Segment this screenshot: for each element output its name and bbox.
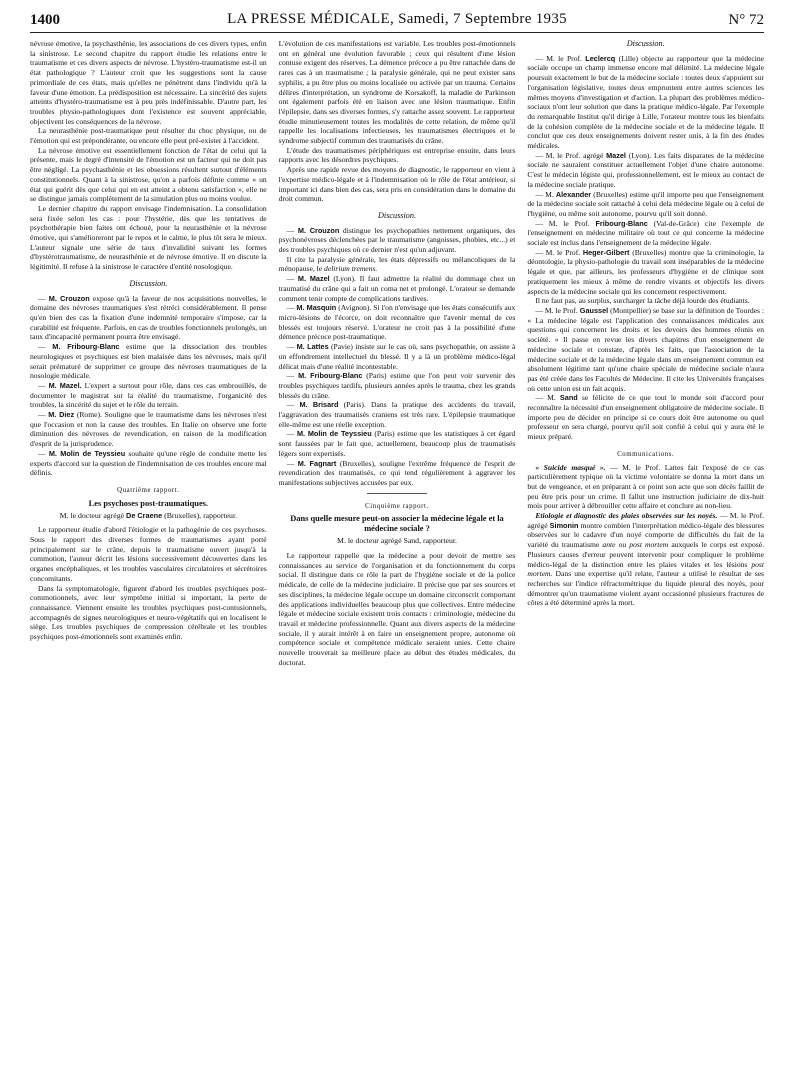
discussion-entry: — M. Masquin (Avignon). Si l'on n'envisage que les états consécutifs aux micro-lésions de l'écorce, on doit reconnaître que l'avenir mental de ces blessés est toujours réservé. L'orateur ne croit pas à la possibilité d'une démence précoce post-traumatique. <box>278 303 516 342</box>
discussion-entry: — M. Fribourg-Blanc estime que la dissociation des troubles neurologiques et psychiques est bien malaisée dans les névroses, mais qu'il serait prématuré de supprimer ce groupe des névroses traumatiques de la nosologie médicale. <box>30 342 267 381</box>
discussion-entry: — M. Molin de Teyssieu (Paris) estime que les statistiques à cet égard sont faussées par le fait que, actuellement, beaucoup plus de traumatisés légers sont expertisés. <box>278 429 516 458</box>
page-number: 1400 <box>30 12 60 28</box>
discussion-heading: Discussion. <box>626 39 665 48</box>
discussion-entry: — M. Mazel. L'expert a surtout pour rôle, dans ces cas embrouillés, de documenter le magistrat sur la réalité du traumatisme, l'organicité des troubles, la sincérité du sujet et le rôle du terrain. <box>30 380 267 410</box>
section-divider <box>367 493 427 494</box>
paragraph: La névrose émotive est essentiellement fonction de l'état de celui qui la présente, mais le degré d'intensité de l'émotion est un facteur qui ne doit pas être négligé. La psychasthénie et les obsessions résultent surtout d'éléments constitutionnels. Quant à la sinistrose, qu'on a parfois définie comme « un état qui guérit dès que celui qui en est atteint a obtenu satisfaction », elle ne se distingue jamais complètement de la simulation plus ou moins voulue. <box>30 145 267 204</box>
discussion-heading: Discussion. <box>378 210 416 220</box>
report-title: Dans quelle mesure peut-on associer la médecine légale et la médecine sociale ? <box>290 514 504 534</box>
paragraph: La neurasthénie post-traumatique peut résulter du choc physique, ou de l'émotion qui est prépondérante, ou encore elle peut pré-exister à l'accident. <box>30 126 267 146</box>
paragraph: Le rapporteur étudie d'abord l'étiologie et la pathogénie de ces psychoses. Sous le rapport des diverses formes de traumatismes ayant porté principalement sur le crâne, depuis le traumatisme ouvert jusqu'à la commotion, l'auteur décrit les lésions successivement découvertes dans les organes encéphaliques, et les troubles vasculaires circulatoires et sécrétoires concomitants. <box>30 525 267 583</box>
page-header <box>30 10 764 33</box>
discussion-entry: — M. Crouzon expose qu'à la faveur de nos acquisitions nouvelles, le domaine des névroses traumatiques s'est rétréci considérablement. Il pense qu'en bien des cas la fixation d'une indemnité temporaire s'impose, car la curabilité est fréquente. Parfois, en cas de troubles fonctionnels prolongés, un taux d'incapacité permanent pourra être envisagé. <box>30 293 267 342</box>
issue-number: N° 72 <box>728 12 764 28</box>
discussion-entry: — M. le Prof. Fribourg-Blanc (Val-de-Grâce) cite l'exemple de l'enseignement en médecine militaire où tout ce qui concerne la médecine sociale est inclus dans l'enseignement de la médecine légale. <box>527 218 764 248</box>
report-kicker: Cinquième rapport. <box>365 502 429 510</box>
paragraph: L'évolution de ces manifestations est variable. Les troubles post-émotionnels ont en général une évolution favorable ; ceux qui résultent d'une lésion contuse exigent des réserves. La démence précoce a pu être rattachée dans de rares cas à un traumatisme ; la paralysie générale, qui ne peut exister sans syphilis, a pu être plus ou moins localisée ou activée par un trauma. Certains délires d'interprétation, un syndrome de Korsakoff, la maladie de Parkinson ont également parfois été en liaison avec une lésion traumatique. Enfin l'épilepsie, dans ses diverses formes, s'y rattache assez souvent. Le rapporteur étudie minutieusement toutes les modalités de cette relation, de même qu'il rappelle les localisations infectieuses, les traumatismes électriques et le syndrome subjectif commun des traumatisés du crâne. <box>278 39 516 146</box>
discussion-entry: — M. Alexander (Bruxelles) estime qu'il importe peu que l'enseignement de la médecine sociale soit rattaché à celui dela médecine légale ou à celui de l'hygiène, ou même soit autonome, pourvu qu'il soit donné. <box>527 189 764 218</box>
column-1 <box>30 39 267 1073</box>
discussion-heading: Discussion. <box>129 278 168 288</box>
column-3 <box>527 39 764 1073</box>
discussion-entry: — M. Fribourg-Blanc (Paris) estime que l'on peut voir survenir des troubles psychiques tardifs, plusieurs années après le trauma, chez les grands blessés du crâne. <box>278 371 516 400</box>
discussion-entry: — M. Crouzon distingue les psychopathies nettement organiques, des psychonévroses déclenchées par le traumatisme (angoisses, phobies, etc...) et des troubles psychiques où ce dernier n'est qu'un adjuvant. <box>278 225 516 255</box>
report-kicker: Quatrième rapport. <box>117 486 180 494</box>
paragraph: Après une rapide revue des moyens de diagnostic, le rapporteur en vient à l'expertise médico-légale et à l'indemnisation où le rôle de l'état antérieur, si important ici dans bien des cas, sera pris en considération dans le domaine du droit commun. <box>278 165 516 204</box>
column-2 <box>279 39 516 1073</box>
communications-heading: Communications. <box>617 450 675 458</box>
discussion-entry: Il ne faut pas, au surplus, surcharger la tâche déjà lourde des étudiants. <box>535 296 750 306</box>
discussion-entry: — M. Sand se félicite de ce que tout le monde soit d'accord pour reconnaître la nécessité d'un enseignement obligatoire de médecine sociale. Il importe peu de décider en principe si ce cours doit être autonome ou quel professeur en sera chargé, pourvu qu'il soit confié à celui qui y aura été le mieux préparé. <box>527 393 764 442</box>
paragraph: Le rapporteur rappelle que la médecine a pour devoir de mettre ses connaissances au service de l'organisation et du fonctionnement du corps social. Il distingue dans ce rôle la part de l'hygiène sociale et de la police médicale, de celle de la médecine judiciaire. Il précise que par ses sources et ses disciplines, la médecine légale occupe un domaine circonscrit comportant des applications individuelles beaucoup plus que collectives. Entre médecine légale et médecine sociale existent trois contacts : criminologie, médecine du travail et médecine professionnelle. Quant aux divers aspects de la médecine sociale, il y aurait intérêt à en faire un enseignement propre, autonome où compétence sociale et compétence médicale seraient unies. Cette chaire nouvelle trouverait sa meilleure place au début des études médicales, du doctorat. <box>278 551 516 667</box>
discussion-entry: — M. Mazel (Lyon). Il faut admettre la réalité du dommage chez un traumatisé du crâne qui a fait un coma net et prolongé. L'orateur se demande comment tenir compte de complications tardives. <box>278 274 516 303</box>
discussion-entry: — M. Fagnart (Bruxelles), souligne l'extrême fréquence de l'esprit de revendication des traumatisés, ce qui tend régulièrement à aggraver les manifestations subjectives accusées par eux. <box>278 458 516 487</box>
discussion-entry: — M. Lattes (Pavie) insiste sur le cas où, sans psychopathie, on assiste à un effondrement intellectuel du blessé. Il y a là un problème médico-légal délicat mais d'une réalité incontestable. <box>278 342 516 371</box>
journal-title: LA PRESSE MÉDICALE, Samedi, 7 Septembre 1935 <box>227 11 567 27</box>
communication-entry: « Suicide masqué ». — M. le Prof. Lattes fait l'exposé de ce cas particulièrement typique où la victime volontaire se donna la mort dans un but de vengeance, et en préparant à ce point son acte que son décès faillit de peu être pris pour un crime. Il fallut une instruction judiciaire de dix-huit mois pour arriver à débrouiller cette affaire et conclure au non-lieu. <box>527 462 764 511</box>
text-columns <box>30 39 764 1073</box>
discussion-entry: — M. Molin de Teyssieu souhaite qu'une règle de conduite mette les experts d'accord sur la question de l'indemnisation de ces troubles encore mal définis. <box>30 448 267 478</box>
report-rapporteur: M. le docteur agrégé Sand, rapporteur. <box>337 536 457 546</box>
discussion-entry: — M. le Prof. Heger-Gilbert (Bruxelles) montre que la criminologie, la déontologie, la physio-pathologie du travail sont inséparables de la médecine légale et que, par ailleurs, les professeurs d'hygiène et de clinique sont pratiquement les mieux à même de rendre vivants et objectifs les divers aspects de la médecine sociale qui les concernent respectivement. <box>527 247 764 296</box>
report-rapporteur: M. le docteur agrégé De Craene (Bruxelles), rapporteur. <box>59 510 238 520</box>
discussion-entry: — M. le Prof. Gaussel (Montpellier) se base sur la définition de Tourdes : « La médecine légale est l'application des connaissances médicales aux questions qui concernent les droits et les devoirs des hommes réunis en société. » Il passe en revue les divers chapitres d'un enseignement de médecine sociale et constate, d'après les faits, que l'association de la médecine sociale et de la médecine légale dans un enseignement commun est absolument légitime tant qu'une chaire spéciale de médecine sociale n'aura pas été créée dans les Facultés de Médecine. Il cite les Universités françaises où cette union est un fait acquis. <box>527 305 764 393</box>
paragraph: névrose émotive, la psychasthénie, les associations de ces divers types, enfin la sinistrose. Le second chapitre du rapport étudie les relations entre le traumatisme et ces divers aspects de névrose. L'hystéro-traumatisme est-il un état pathologique ? L'auteur croit que les suggestions sont la cause primordiale de ces états, mais qu'elles ne pénètrent dans l'individu qu'à la faveur d'une émotion. La prédisposition est nécessaire. La sincérité des sujets atteints d'hystéro-traumatisme est à peu près indéfinissable. D'autre part, les troubles physio-pathologiques dont l'existence est souvent appréciable, objectivent les conséquences de la névrose. <box>30 39 267 126</box>
paragraph: Dans la symptomatologie, figurent d'abord les troubles psychiques post-commotionnels, avec leur symptôme initial si important, la perte de connaissance. Viennent ensuite les troubles psychiques post-contusionnels, accompagnés de signes neurologiques et neuro-végétatifs qui en localisent le siège. Les troubles psychiques de compression cérébrale et les troubles psychiques post-émotionnels sont examinés enfin. <box>30 583 267 642</box>
discussion-entry: — M. Diez (Rome). Souligne que le traumatisme dans les névroses n'est que l'occasion et non la cause des troubles. En Italie on observe une forte diminution des névroses de revendication, en raison de la modification d'esprit de la jurisprudence. <box>30 410 267 449</box>
discussion-entry: — M. le Prof. Leclercq (Lille) objecte au rapporteur que la médecine sociale occupe un champ immense encore mal délimité. La médecine légale poursuit exactement le but de la médecine sociale : toutes deux s'appuient sur l'organisation législative, toutes deux empruntent entre autres sciences les mêmes moyens d'investigation et d'action. La plupart des problèmes médico-sociaux n'ont leur solution que dans la pratique médico-légale. Par l'exemple du remarquable Institut qu'il dirige à Lille, l'orateur montre tous les bienfaits de la cohésion complète de la médecine sociale et de la médecine légale. Il conclut que ces deux enseignements doivent rester unis, à la fin des études médicales. <box>527 53 764 151</box>
paragraph: L'étude des traumatismes périphériques est entreprise ensuite, dans leurs rapports avec les désordres psychiques. <box>278 145 516 165</box>
report-title: Les psychoses post-traumatiques. <box>88 498 209 508</box>
communication-entry: Etiologie et diagnostic des plaies observées sur les noyés. — M. le Prof. agrégé Simonin montre combien l'interprétation médico-légale des blessures observées sur le cadavre d'un noyé comporte de difficultés du fait de la variété du traumatisme ante ou post mortem auxquels le corps est exposé. Plusieurs causes d'erreur peuvent intervenir pour compliquer le problème médico-légal de la distinction entre les plaies vitales et les lésions post mortem. Dans une expertise qu'il relate, l'auteur a utilisé le résultat de ses recherches sur l'indice réfractométrique du liquide pleural des noyés, pour démontrer qu'un traumatisme violent ayant occasionné plusieurs fractures de côtes a été déterminé après la mort. <box>527 511 764 608</box>
discussion-entry: — M. le Prof. agrégé Mazel (Lyon). Les faits disparates de la médecine sociale ne sauraient constituer actuellement l'objet d'une chaire autonome. C'est le médecin légiste qui, professionnellement, est le mieux au contact de la médecine sociale pratique. <box>527 150 764 189</box>
paragraph: Le dernier chapitre du rapport envisage l'indemnisation. La consolidation sera fixée selon les cas : pour l'hystérie, dès que les tentatives de psychothérapie bien faites ont échoué, pour la neurasthénie et la névrose émotive, qui s'amélioreront par le repos et le calme, le plus tôt sera le mieux. L'auteur signale une série de taux d'invalidité suivant les formes d'hystérotraumatisme, de neurasthénie et de névrose émotive. Il en discute la légitimité. Il refuse à la sinistrose le caractère d'entité nosologique. <box>30 203 267 272</box>
discussion-entry: Il cite la paralysie générale, les états dépressifs ou mélancoliques de la ménopause, le delirium tremens. <box>278 254 516 274</box>
discussion-entry: — M. Brisard (Paris). Dans la pratique des accidents du travail, l'aggravation des traumatisés craniens est très rare. L'épilepsie traumatique elle-même est une réelle exception. <box>278 400 516 429</box>
